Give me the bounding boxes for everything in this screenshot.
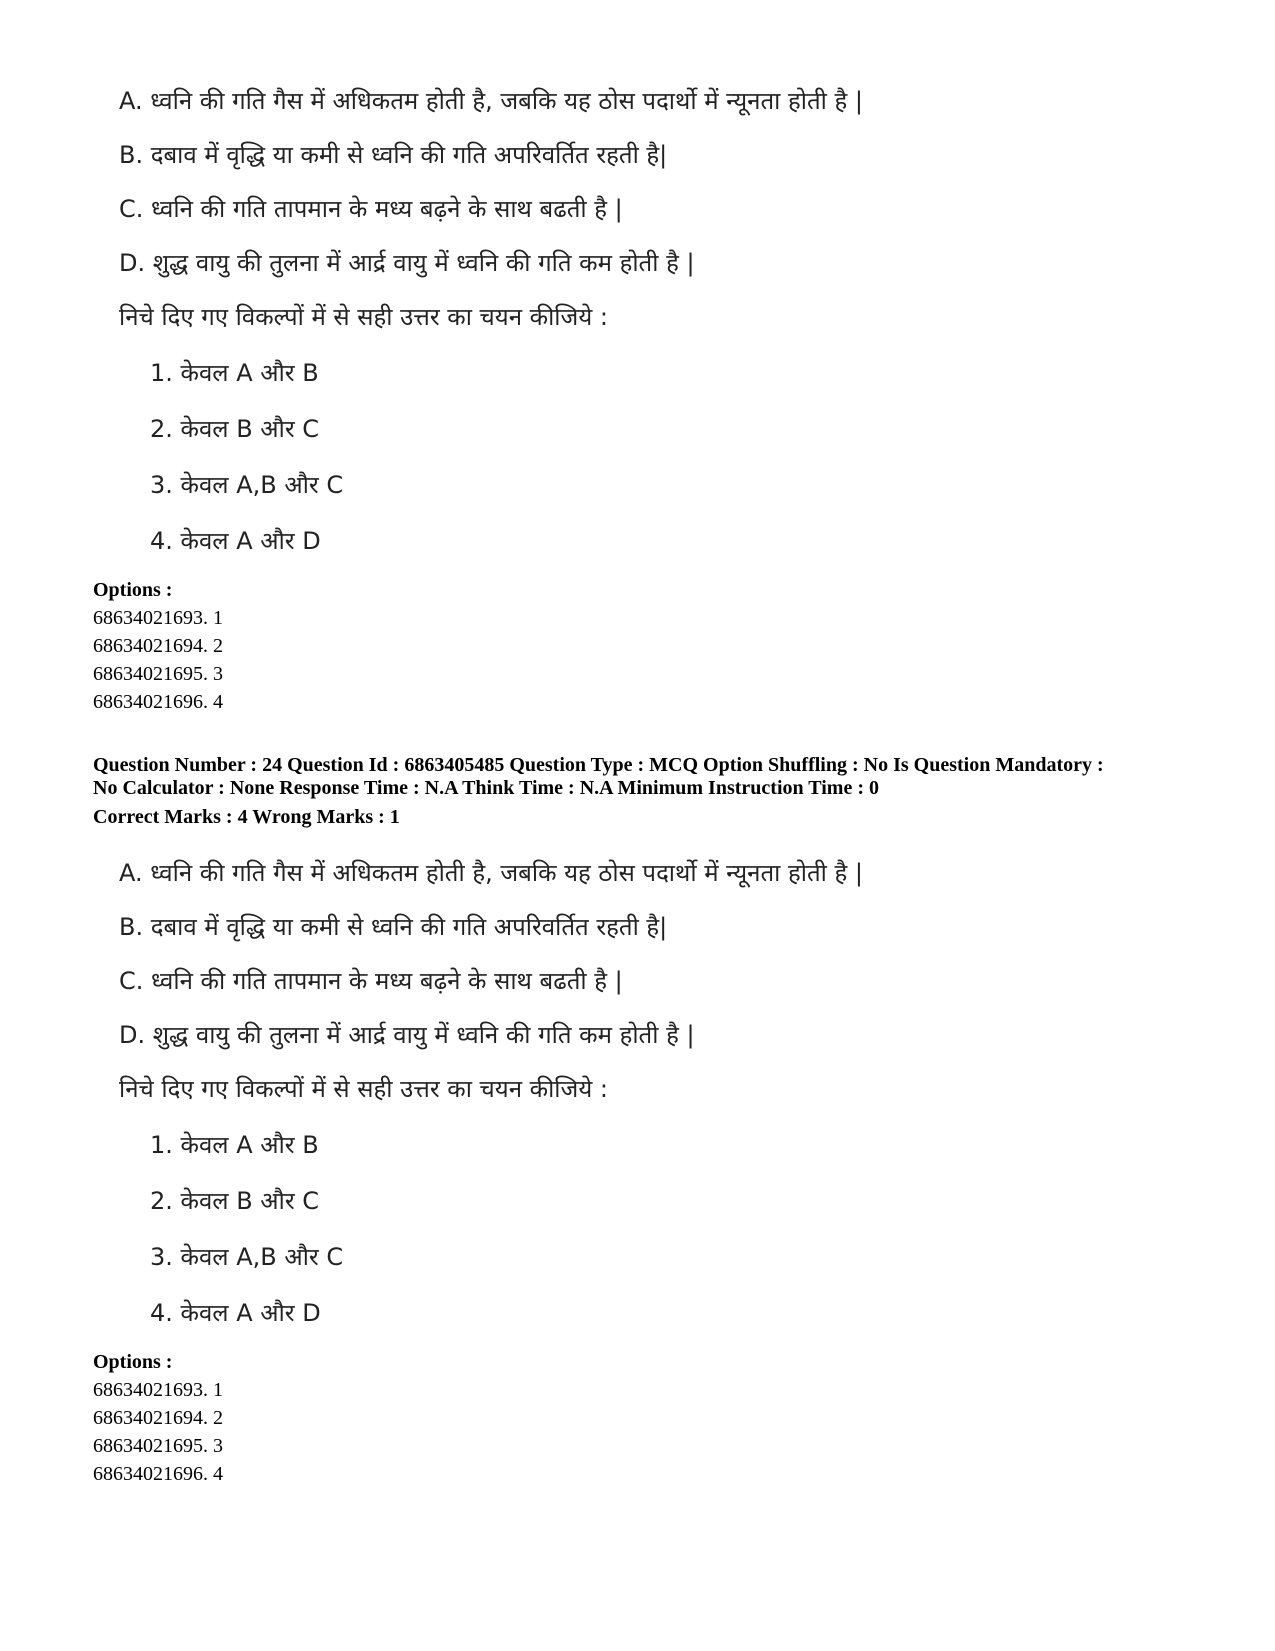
choice-1: 1. केवल A और B: [150, 359, 319, 387]
instruction: निचे दिए गए विकल्पों में से सही उत्तर का चयन कीजिये :: [119, 1075, 608, 1103]
choice-4: 4. केवल A और D: [150, 1299, 321, 1327]
instruction: निचे दिए गए विकल्पों में से सही उत्तर का चयन कीजिये :: [119, 303, 608, 331]
choice-2: 2. केवल B और C: [150, 1187, 320, 1215]
option-id-2: 68634021694. 2: [93, 1407, 223, 1429]
option-id-3: 68634021695. 3: [93, 663, 223, 685]
statement-b: B. दबाव में वृद्धि या कमी से ध्वनि की गति अपरिवर्तित रहती है|: [119, 913, 668, 941]
statement-d: D. शुद्ध वायु की तुलना में आर्द्र वायु में ध्वनि की गति कम होती है |: [119, 1021, 695, 1049]
statement-a: A. ध्वनि की गति गैस में अधिकतम होती है, जबकि यह ठोस पदार्थो में न्यूनता होती है |: [119, 859, 863, 887]
statement-c: C. ध्वनि की गति तापमान के मध्य बढ़ने के साथ बढती है |: [119, 967, 623, 995]
statement-c: C. ध्वनि की गति तापमान के मध्य बढ़ने के साथ बढती है |: [119, 195, 623, 223]
option-id-4: 68634021696. 4: [93, 691, 223, 713]
question-meta-line-1: Question Number : 24 Question Id : 6863405485 Question Type : MCQ Option Shuffling : No Is Question Mandatory :: [93, 754, 1104, 776]
choice-1: 1. केवल A और B: [150, 1131, 319, 1159]
choice-3: 3. केवल A,B और C: [150, 471, 344, 499]
option-id-1: 68634021693. 1: [93, 1379, 223, 1401]
choice-4: 4. केवल A और D: [150, 527, 321, 555]
choice-2: 2. केवल B और C: [150, 415, 320, 443]
options-label: Options :: [93, 579, 173, 601]
option-id-4: 68634021696. 4: [93, 1463, 223, 1485]
option-id-3: 68634021695. 3: [93, 1435, 223, 1457]
question-meta-line-2: No Calculator : None Response Time : N.A Think Time : N.A Minimum Instruction Time : 0: [93, 777, 879, 799]
question-marks: Correct Marks : 4 Wrong Marks : 1: [93, 806, 400, 828]
option-id-1: 68634021693. 1: [93, 607, 223, 629]
statement-d: D. शुद्ध वायु की तुलना में आर्द्र वायु में ध्वनि की गति कम होती है |: [119, 249, 695, 277]
option-id-2: 68634021694. 2: [93, 635, 223, 657]
statement-b: B. दबाव में वृद्धि या कमी से ध्वनि की गति अपरिवर्तित रहती है|: [119, 141, 668, 169]
choice-3: 3. केवल A,B और C: [150, 1243, 344, 1271]
options-label: Options :: [93, 1351, 173, 1373]
statement-a: A. ध्वनि की गति गैस में अधिकतम होती है, जबकि यह ठोस पदार्थो में न्यूनता होती है |: [119, 87, 863, 115]
